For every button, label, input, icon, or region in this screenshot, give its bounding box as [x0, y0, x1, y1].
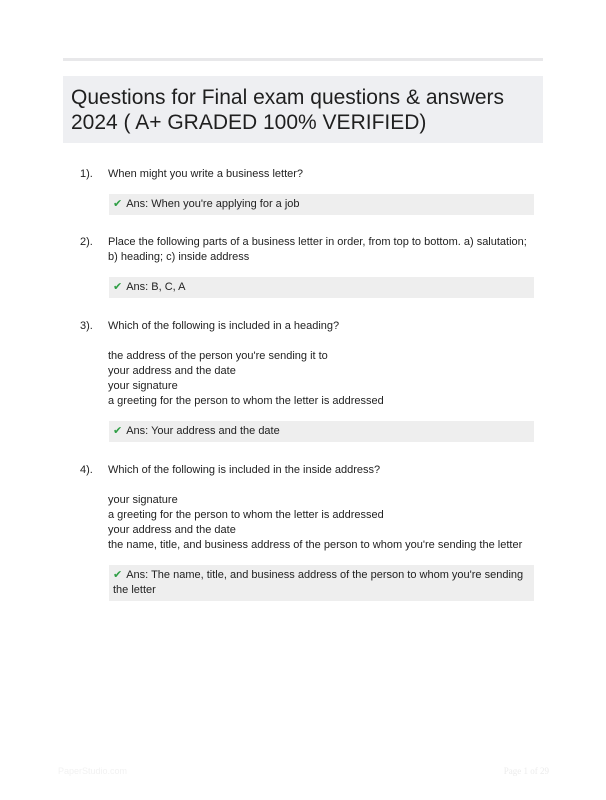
- option-list: [108, 493, 536, 553]
- option-item: the name, title, and business address of the person to whom you're sending the letter: [108, 539, 523, 551]
- question-2: [80, 235, 536, 298]
- answer-text: Ans: When you're applying for a job: [126, 198, 300, 210]
- question-number: 3).: [80, 320, 93, 332]
- question-number: 2).: [80, 236, 93, 248]
- title-banner: [63, 76, 543, 143]
- option-item: your signature: [108, 494, 178, 506]
- question-4: [80, 463, 536, 601]
- question-text: Which of the following is included in a heading?: [108, 320, 340, 332]
- option-item: the address of the person you're sending it to: [108, 350, 328, 362]
- question-text: Place the following parts of a business letter in order, from top to bottom. a) salutation; b) heading; c) inside address: [108, 236, 527, 263]
- question-text: Which of the following is included in the inside address?: [108, 464, 381, 476]
- page-title: Questions for Final exam questions & answers 2024 ( A+ GRADED 100% VERIFIED): [71, 86, 505, 134]
- question-1: [80, 167, 536, 215]
- option-list: [108, 349, 536, 409]
- option-item: your address and the date: [108, 524, 236, 536]
- answer-text: Ans: B, C, A: [126, 281, 186, 293]
- question-number: 4).: [80, 464, 93, 476]
- answer-box: [109, 277, 534, 298]
- question-text: When might you write a business letter?: [108, 168, 304, 180]
- check-icon: ✔: [113, 568, 123, 581]
- option-item: a greeting for the person to whom the letter is addressed: [108, 395, 384, 407]
- answer-box: [109, 565, 534, 601]
- top-divider: [63, 58, 543, 61]
- option-item: your signature: [108, 380, 178, 392]
- option-item: your address and the date: [108, 365, 236, 377]
- answer-box: [109, 194, 534, 215]
- answer-text: Ans: The name, title, and business address of the person to whom you're sending the letter: [113, 569, 524, 596]
- question-number: 1).: [80, 168, 93, 180]
- question-3: [80, 319, 536, 442]
- check-icon: ✔: [113, 280, 123, 293]
- option-item: a greeting for the person to whom the letter is addressed: [108, 509, 384, 521]
- answer-box: [109, 421, 534, 442]
- check-icon: ✔: [113, 424, 123, 437]
- footer-watermark: PaperStudio.com: [58, 766, 128, 776]
- answer-text: Ans: Your address and the date: [126, 425, 280, 437]
- check-icon: ✔: [113, 197, 123, 210]
- page-number: Page 1 of 29: [503, 766, 549, 776]
